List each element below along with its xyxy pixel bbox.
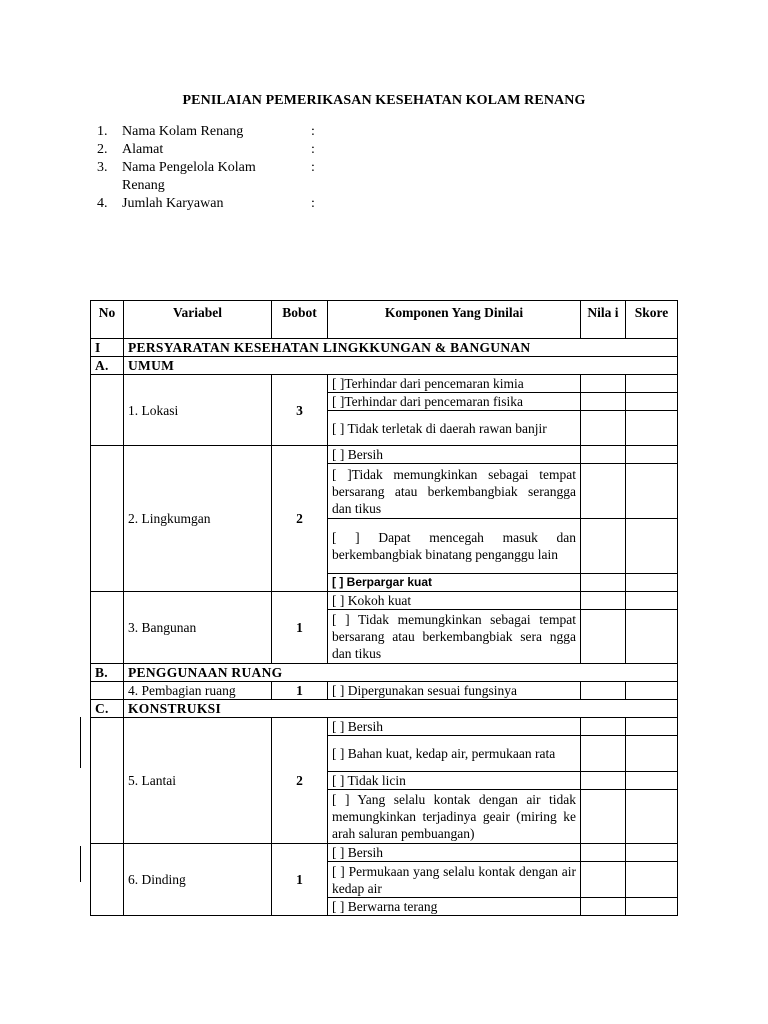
- section-number: C.: [91, 700, 124, 718]
- skore-cell: [626, 393, 678, 411]
- nilai-cell: [581, 772, 626, 790]
- cell-no: [91, 446, 124, 592]
- table-row: [91, 844, 678, 862]
- variable-name: 4. Pembagian ruang: [124, 682, 272, 700]
- variable-name: 6. Dinding: [124, 844, 272, 916]
- info-item: [97, 195, 327, 213]
- assessment-item: [ ] Tidak licin: [328, 772, 581, 790]
- assessment-item: [ ] Bersih: [328, 446, 581, 464]
- weight-value: 1: [272, 844, 328, 916]
- cell-no: [91, 718, 124, 844]
- header-bobot: Bobot: [272, 301, 328, 339]
- info-label: Nama Pengelola Kolam Renang: [122, 160, 256, 193]
- table-row: [91, 375, 678, 393]
- margin-change-bar: [80, 846, 81, 882]
- nilai-cell: [581, 574, 626, 592]
- skore-cell: [626, 718, 678, 736]
- assessment-item: [ ]Terhindar dari pencemaran kimia: [328, 375, 581, 393]
- variable-name: 3. Bangunan: [124, 592, 272, 664]
- skore-cell: [626, 736, 678, 772]
- cell-no: [91, 844, 124, 916]
- nilai-cell: [581, 592, 626, 610]
- nilai-cell: [581, 375, 626, 393]
- nilai-cell: [581, 898, 626, 916]
- weight-value: 2: [272, 446, 328, 592]
- assessment-item: [ ] Tidak memungkinkan sebagai tempat bersarang atau berkembangbiak sera ngga dan tikus: [328, 610, 581, 664]
- info-number: 1.: [97, 124, 108, 139]
- cell-no: [91, 375, 124, 446]
- skore-cell: [626, 464, 678, 519]
- section-number: I: [91, 339, 124, 357]
- header-komponen: Komponen Yang Dinilai: [328, 301, 581, 339]
- header-no: No: [91, 301, 124, 339]
- section-row: [91, 664, 678, 682]
- cell-no: [91, 682, 124, 700]
- section-title: PERSYARATAN KESEHATAN LINGKKUNGAN & BANGUNAN: [124, 339, 678, 357]
- section-number: B.: [91, 664, 124, 682]
- assessment-item: [ ] Bersih: [328, 718, 581, 736]
- assessment-item: [ ]Tidak memungkinkan sebagai tempat bersarang atau berkembangbiak serangga dan tikus: [328, 464, 581, 519]
- info-list: [97, 123, 327, 213]
- assessment-item: [ ] Kokoh kuat: [328, 592, 581, 610]
- section-title: PENGGUNAAN RUANG: [124, 664, 678, 682]
- nilai-cell: [581, 464, 626, 519]
- assessment-table: [90, 300, 678, 916]
- skore-cell: [626, 682, 678, 700]
- nilai-cell: [581, 446, 626, 464]
- variable-name: 1. Lokasi: [124, 375, 272, 446]
- table-row: [91, 682, 678, 700]
- skore-cell: [626, 610, 678, 664]
- info-label: Nama Kolam Renang: [122, 124, 244, 139]
- table-row: [91, 446, 678, 464]
- info-item: [97, 159, 327, 195]
- skore-cell: [626, 375, 678, 393]
- weight-value: 1: [272, 592, 328, 664]
- info-label: Jumlah Karyawan: [122, 196, 224, 211]
- nilai-cell: [581, 411, 626, 446]
- info-colon: :: [311, 142, 315, 157]
- assessment-item: [ ] Bersih: [328, 844, 581, 862]
- nilai-cell: [581, 718, 626, 736]
- assessment-item: [ ] Permukaan yang selalu kontak dengan air kedap air: [328, 862, 581, 898]
- skore-cell: [626, 898, 678, 916]
- nilai-cell: [581, 610, 626, 664]
- info-colon: :: [311, 160, 315, 175]
- table-row: [91, 718, 678, 736]
- section-number: A.: [91, 357, 124, 375]
- skore-cell: [626, 592, 678, 610]
- header-nilai: Nila i: [581, 301, 626, 339]
- assessment-item: [ ] Berwarna terang: [328, 898, 581, 916]
- variable-name: 2. Lingkumgan: [124, 446, 272, 592]
- nilai-cell: [581, 790, 626, 844]
- skore-cell: [626, 790, 678, 844]
- header-skore: Skore: [626, 301, 678, 339]
- assessment-item: [ ] Dipergunakan sesuai fungsinya: [328, 682, 581, 700]
- section-row: [91, 339, 678, 357]
- table-row: [91, 592, 678, 610]
- info-number: 3.: [97, 160, 108, 175]
- assessment-item: [ ] Bahan kuat, kedap air, permukaan rata: [328, 736, 581, 772]
- nilai-cell: [581, 862, 626, 898]
- nilai-cell: [581, 844, 626, 862]
- section-title: UMUM: [124, 357, 678, 375]
- assessment-item: [ ]Terhindar dari pencemaran fisika: [328, 393, 581, 411]
- nilai-cell: [581, 519, 626, 574]
- section-row: [91, 357, 678, 375]
- assessment-item: [ ] Yang selalu kontak dengan air tidak memungkinkan terjadinya geair (miring ke arah saluran pembuangan): [328, 790, 581, 844]
- nilai-cell: [581, 736, 626, 772]
- nilai-cell: [581, 393, 626, 411]
- document-title: PENILAIAN PEMERIKASAN KESEHATAN KOLAM RENANG: [182, 93, 586, 108]
- skore-cell: [626, 519, 678, 574]
- section-row: [91, 700, 678, 718]
- info-colon: :: [311, 124, 315, 139]
- section-title: KONSTRUKSI: [124, 700, 678, 718]
- assessment-item: [ ] Dapat mencegah masuk dan berkembangbiak binatang penganggu lain: [328, 519, 581, 574]
- weight-value: 2: [272, 718, 328, 844]
- info-number: 2.: [97, 142, 108, 157]
- header-variabel: Variabel: [124, 301, 272, 339]
- skore-cell: [626, 446, 678, 464]
- info-number: 4.: [97, 196, 108, 211]
- info-colon: :: [311, 196, 315, 211]
- nilai-cell: [581, 682, 626, 700]
- skore-cell: [626, 574, 678, 592]
- margin-change-bar: [80, 717, 81, 768]
- table-header-row: [91, 301, 678, 339]
- skore-cell: [626, 862, 678, 898]
- skore-cell: [626, 772, 678, 790]
- cell-no: [91, 592, 124, 664]
- skore-cell: [626, 411, 678, 446]
- info-item: [97, 141, 327, 159]
- info-item: [97, 123, 327, 141]
- variable-name: 5. Lantai: [124, 718, 272, 844]
- weight-value: 1: [272, 682, 328, 700]
- info-label: Alamat: [122, 142, 164, 157]
- skore-cell: [626, 844, 678, 862]
- assessment-item: [ ] Tidak terletak di daerah rawan banjir: [328, 411, 581, 446]
- assessment-item: [ ] Berpargar kuat: [328, 574, 581, 592]
- weight-value: 3: [272, 375, 328, 446]
